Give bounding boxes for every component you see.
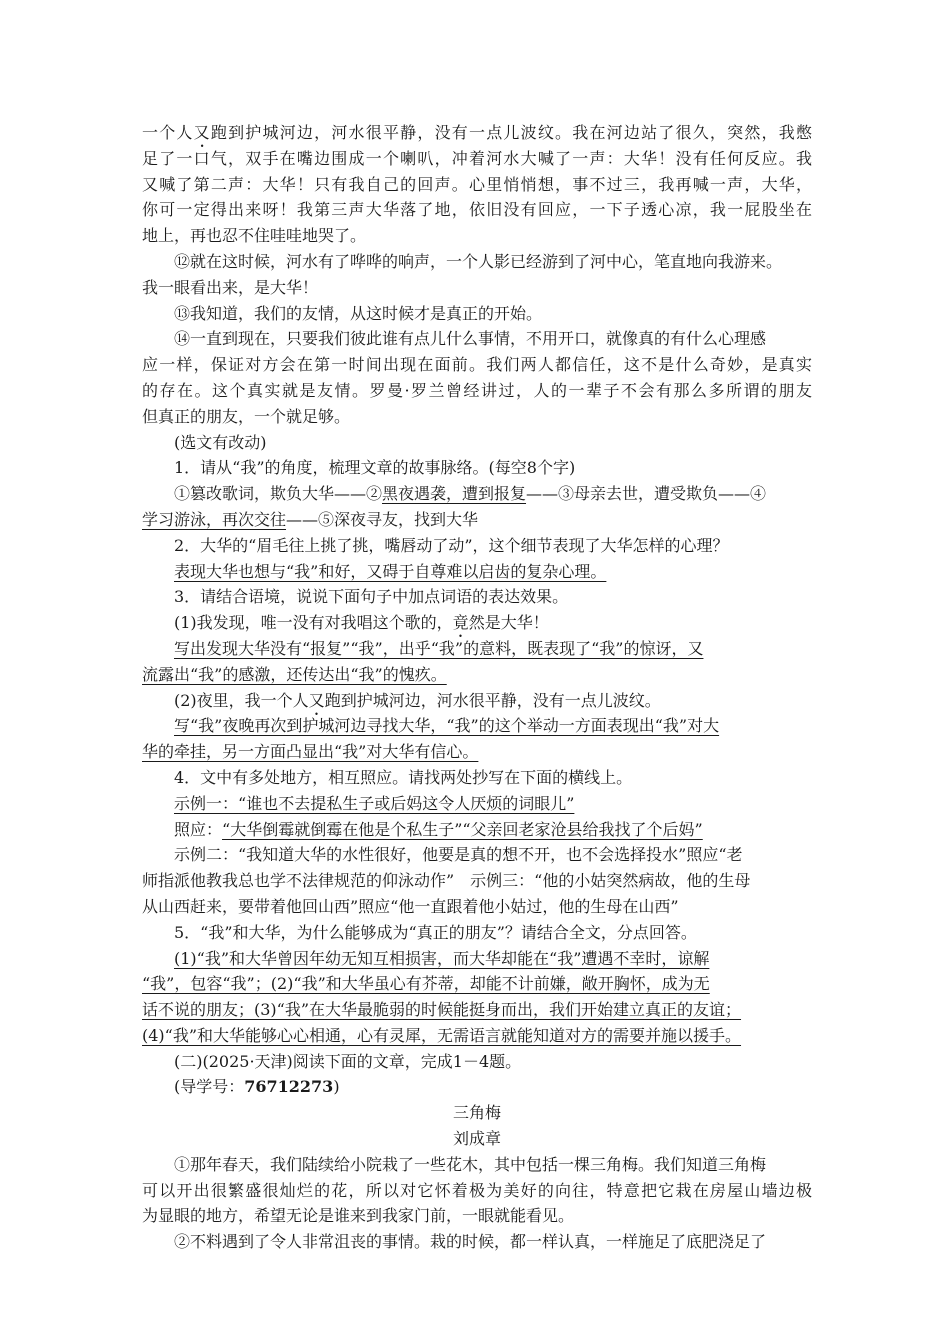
answer-line — [142, 713, 812, 739]
answer-text: 表现大华也想与“我”和好，又碍于自尊难以启齿的复杂心理。 — [174, 561, 607, 581]
answer-text: “大华倒霉就倒霉在他是个私生子”“父亲回老家沧县给我找了个后妈” — [222, 819, 703, 839]
answer-line — [142, 1023, 812, 1049]
text-line: 地上，再也忍不住哇哇地哭了。 — [142, 226, 367, 246]
answer-line — [142, 636, 812, 662]
text-line: 我一眼看出来，是大华！ — [142, 277, 319, 297]
emphasis-word: 又 — [308, 690, 325, 710]
question-3: 3．请结合语境，说说下面句子中加点词语的表达效果。 — [174, 587, 569, 607]
text-line: 应一样，保证对方会在第一时间出现在面前。我们两人都信任，这不是什么奇妙，是真实 — [142, 355, 812, 375]
answer-line — [142, 997, 812, 1023]
paragraph-13: ⑬我知道，我们的友情，从这时候才是真正的开始。 — [174, 303, 543, 323]
question-2: 2．大华的“眉毛往上挑了挑，嘴唇动了动”，这个细节表现了大华怎样的心理？ — [174, 535, 729, 555]
answer-line — [142, 946, 812, 972]
answer-line — [142, 739, 812, 765]
sub-question: (2)夜里，我一个人又跑到护城河边，河水很平静，没有一点儿波纹。 — [174, 690, 661, 710]
answer-line — [142, 791, 812, 817]
answer-text: 流露出“我”的感激，还传达出“我”的愧疚。 — [142, 664, 447, 684]
answer-blank: 黑夜遇袭，遭到报复 — [382, 484, 527, 504]
answer-label: 示例一： — [174, 793, 239, 813]
article-title: 三角梅 — [452, 1103, 501, 1123]
source-note: (选文有改动) — [174, 432, 267, 452]
text-line: 可以开出很繁盛很灿烂的花，所以对它怀着极为美好的向往，特意把它栽在房屋山墙边极 — [142, 1180, 812, 1200]
answer-text: 写“我”夜晚再次到护城河边寻找大华，“我”的这个举动一方面表现出“我”对大 — [174, 716, 720, 736]
emphasis-word: 又 — [193, 123, 211, 142]
answer-line — [142, 662, 812, 688]
answer-text: (4)“我”和大华能够心心相通，心有灵犀，无需语言就能知道对方的需要并施以援手。 — [142, 1025, 742, 1045]
answer-line — [142, 559, 812, 585]
paragraph-14: ⑭一直到现在，只要我们彼此谁有点儿什么事情，不用开口，就像真的有什么心理感 — [174, 329, 767, 349]
answer-line — [142, 971, 812, 997]
text-line: 的存在。这个真实就是友情。罗曼·罗兰曾经讲过，人的一辈子不会有那么多所谓的朋友 — [142, 380, 812, 400]
document-page — [142, 120, 812, 1255]
question-1: 1．请从“我”的角度，梳理文章的故事脉络。(每空8个字) — [174, 458, 576, 478]
text-line: 又喊了第二声：大华！只有我自己的回声。心里悄悄想，事不过三，我再喊一声，大华， — [142, 174, 812, 194]
answer-text: 话不说的朋友；(3)“我”在大华最脆弱的时候能挺身而出，我们开始建立真正的友谊； — [142, 1000, 742, 1020]
answer-text: 写出发现大华没有“报复”“我”，出乎“我”的意料，既表现了“我”的惊讶，又 — [174, 638, 704, 658]
question-5: 5．“我”和大华，为什么能够成为“真正的朋友”？请结合全文，分点回答。 — [174, 922, 697, 942]
text-line: 一个人又跑到护城河边，河水很平静，没有一点儿波纹。我在河边站了很久，突然，我憋 — [142, 123, 812, 142]
paragraph-12: ⑫就在这时候，河水有了哗哗的响声，一个人影已经游到了河中心，笔直地向我游来。 — [174, 251, 783, 271]
text-line: 你可一定得出来呀！我第三声大华落了地，依旧没有回应，一下子透心凉，我一屁股坐在 — [142, 200, 812, 220]
answer-text: “谁也不去提私生子或后妈这令人厌烦的词眼儿” — [238, 793, 575, 813]
answer-text: “我”，包容“我”；(2)“我”和大华虽心有芥蒂，却能不计前嫌，敞开胸怀，成为无 — [142, 974, 710, 994]
text-line: 但真正的朋友，一个就足够。 — [142, 406, 351, 426]
answer-line: ①篡改歌词，欺负大华——②黑夜遇袭，遭到报复——③母亲去世，遭受欺负——④ — [174, 484, 767, 504]
answer-text: (1)“我”和大华曾因年幼无知互相损害，而大华却能在“我”遭遇不幸时，谅解 — [174, 948, 710, 968]
answer-line: 学习游泳，再次交往——⑤深夜寻友，找到大华 — [142, 509, 479, 529]
answer-text: 华的牵挂，另一方面凸显出“我”对大华有信心。 — [142, 742, 479, 762]
answer-blank: 学习游泳，再次交往 — [142, 509, 287, 529]
section-intro: (二)(2025·天津)阅读下面的文章，完成1－4题。 — [174, 1051, 522, 1071]
paragraph-2: ②不料遇到了令人非常沮丧的事情。栽的时候，都一样认真，一样施足了底肥浇足了 — [174, 1232, 767, 1252]
text-line: 足了一口气，双手在嘴边围成一个喇叭，冲着河水大喊了一声：大华！没有任何反应。我 — [142, 148, 812, 168]
answer-line: 从山西赶来，要带着他回山西”照应“他一直跟着他小姑过，他的生母在山西” — [142, 896, 679, 916]
answer-line: 照应：“大华倒霉就倒霉在他是个私生子”“父亲回老家沧县给我找了个后妈” — [174, 819, 703, 839]
question-4: 4．文中有多处地方，相互照应。请找两处抄写在下面的横线上。 — [174, 767, 633, 787]
text-line: 为显眼的地方，希望无论是谁来到我家门前，一眼就能看见。 — [142, 1206, 575, 1226]
paragraph-1: ①那年春天，我们陆续给小院栽了一些花木，其中包括一棵三角梅。我们知道三角梅 — [174, 1154, 767, 1174]
sub-question: (1)我发现，唯一没有对我唱这个歌的，竟然是大华！ — [174, 613, 549, 633]
answer-line: 示例二：“我知道大华的水性很好，他要是真的想不开，也不会选择投水”照应“老 — [174, 845, 743, 865]
emphasis-word: 竟 — [452, 613, 469, 633]
guide-number: (导学号：76712273) — [174, 1077, 340, 1097]
answer-line: 师指派他教我总也学不法律规范的仰泳动作” 示例三：“他的小姑突然病故，他的生母 — [142, 871, 751, 891]
article-author: 刘成章 — [452, 1129, 501, 1149]
